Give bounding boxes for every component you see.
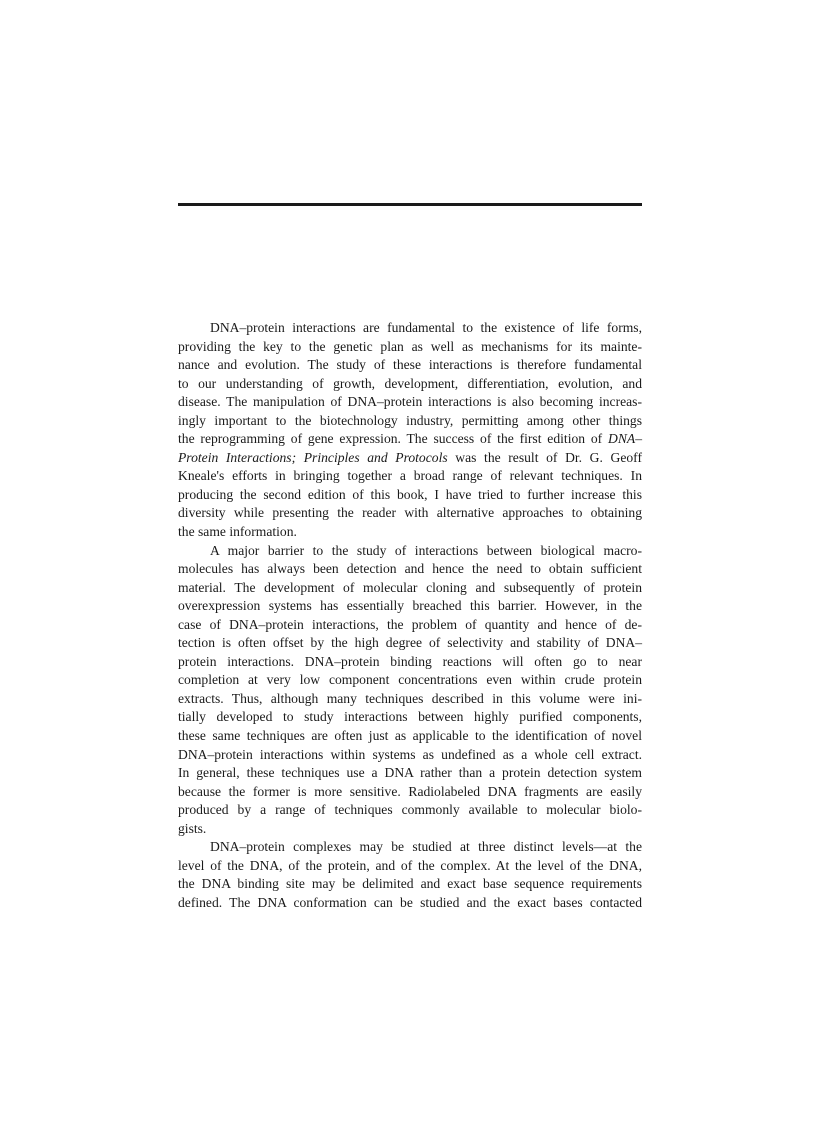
text-line: defined. The DNA conformation can be studied and the exact bases contacted <box>178 894 642 910</box>
text-line: produced by a range of techniques commonly available to molecular biolo- <box>178 802 642 818</box>
text-line: tection is often offset by the high degree of selectivity and stability of DNA– <box>178 635 642 651</box>
text-line: the same information. <box>178 524 297 540</box>
text-line: Kneale's efforts in bringing together a broad range of relevant techniques. In <box>178 468 642 484</box>
book-title-italic: Protein Interactions; Principles and Protocols <box>178 449 448 465</box>
text-line: overexpression systems has essentially breached this barrier. However, in the <box>178 598 642 614</box>
text-line: protein interactions. DNA–protein binding reactions will often go to near <box>178 653 642 669</box>
text-line: providing the key to the genetic plan as well as mechanisms for its mainte- <box>178 338 642 354</box>
text-line: molecules has always been detection and hence the need to obtain sufficient <box>178 561 642 577</box>
text-line: diversity while presenting the reader with alternative approaches to obtaining <box>178 505 642 521</box>
text-line: completion at very low component concentrations even within crude protein <box>178 672 642 688</box>
text-line: tially developed to study interactions between highly purified components, <box>178 709 642 725</box>
paragraph-2 <box>178 542 642 839</box>
text-line: In general, these techniques use a DNA rather than a protein detection system <box>178 765 642 781</box>
text-line: because the former is more sensitive. Radiolabeled DNA fragments are easily <box>178 783 642 799</box>
text-line: material. The development of molecular cloning and subsequently of protein <box>178 579 642 595</box>
text-line: DNA–protein complexes may be studied at three distinct levels—at the <box>210 839 642 855</box>
text-line: A major barrier to the study of interactions between biological macro- <box>210 542 642 558</box>
paragraph-3 <box>178 838 642 912</box>
text-line: the DNA binding site may be delimited and exact base sequence requirements <box>178 876 642 892</box>
text-line: case of DNA–protein interactions, the problem of quantity and hence of de- <box>178 616 642 632</box>
book-title-italic: DNA– <box>608 431 642 447</box>
text-line: these same techniques are often just as applicable to the identification of novel <box>178 728 642 744</box>
text-line: disease. The manipulation of DNA–protein interactions is also becoming increas- <box>178 394 642 410</box>
text-line: ingly important to the biotechnology industry, permitting among other things <box>178 412 642 428</box>
text-line: DNA–protein interactions are fundamental to the existence of life forms, <box>210 320 642 335</box>
paragraph-1 <box>178 319 642 542</box>
top-horizontal-rule <box>178 203 642 206</box>
preface-text-block <box>178 319 642 913</box>
text-line: to our understanding of growth, development, differentiation, evolution, and <box>178 375 642 391</box>
text-line: nance and evolution. The study of these interactions is therefore fundamental <box>178 357 642 373</box>
text-line: DNA–protein interactions within systems as undefined as a whole cell extract. <box>178 746 642 762</box>
text-line: extracts. Thus, although many techniques described in this volume were ini- <box>178 690 642 706</box>
text-line: level of the DNA, of the protein, and of the complex. At the level of the DNA, <box>178 857 642 873</box>
text-line: gists. <box>178 820 207 836</box>
text-line: the reprogramming of gene expression. The success of the first edition of DNA– <box>178 431 642 447</box>
text-line: producing the second edition of this book, I have tried to further increase this <box>178 486 642 502</box>
text-line: Protein Interactions; Principles and Protocols was the result of Dr. G. Geoff <box>178 449 642 465</box>
